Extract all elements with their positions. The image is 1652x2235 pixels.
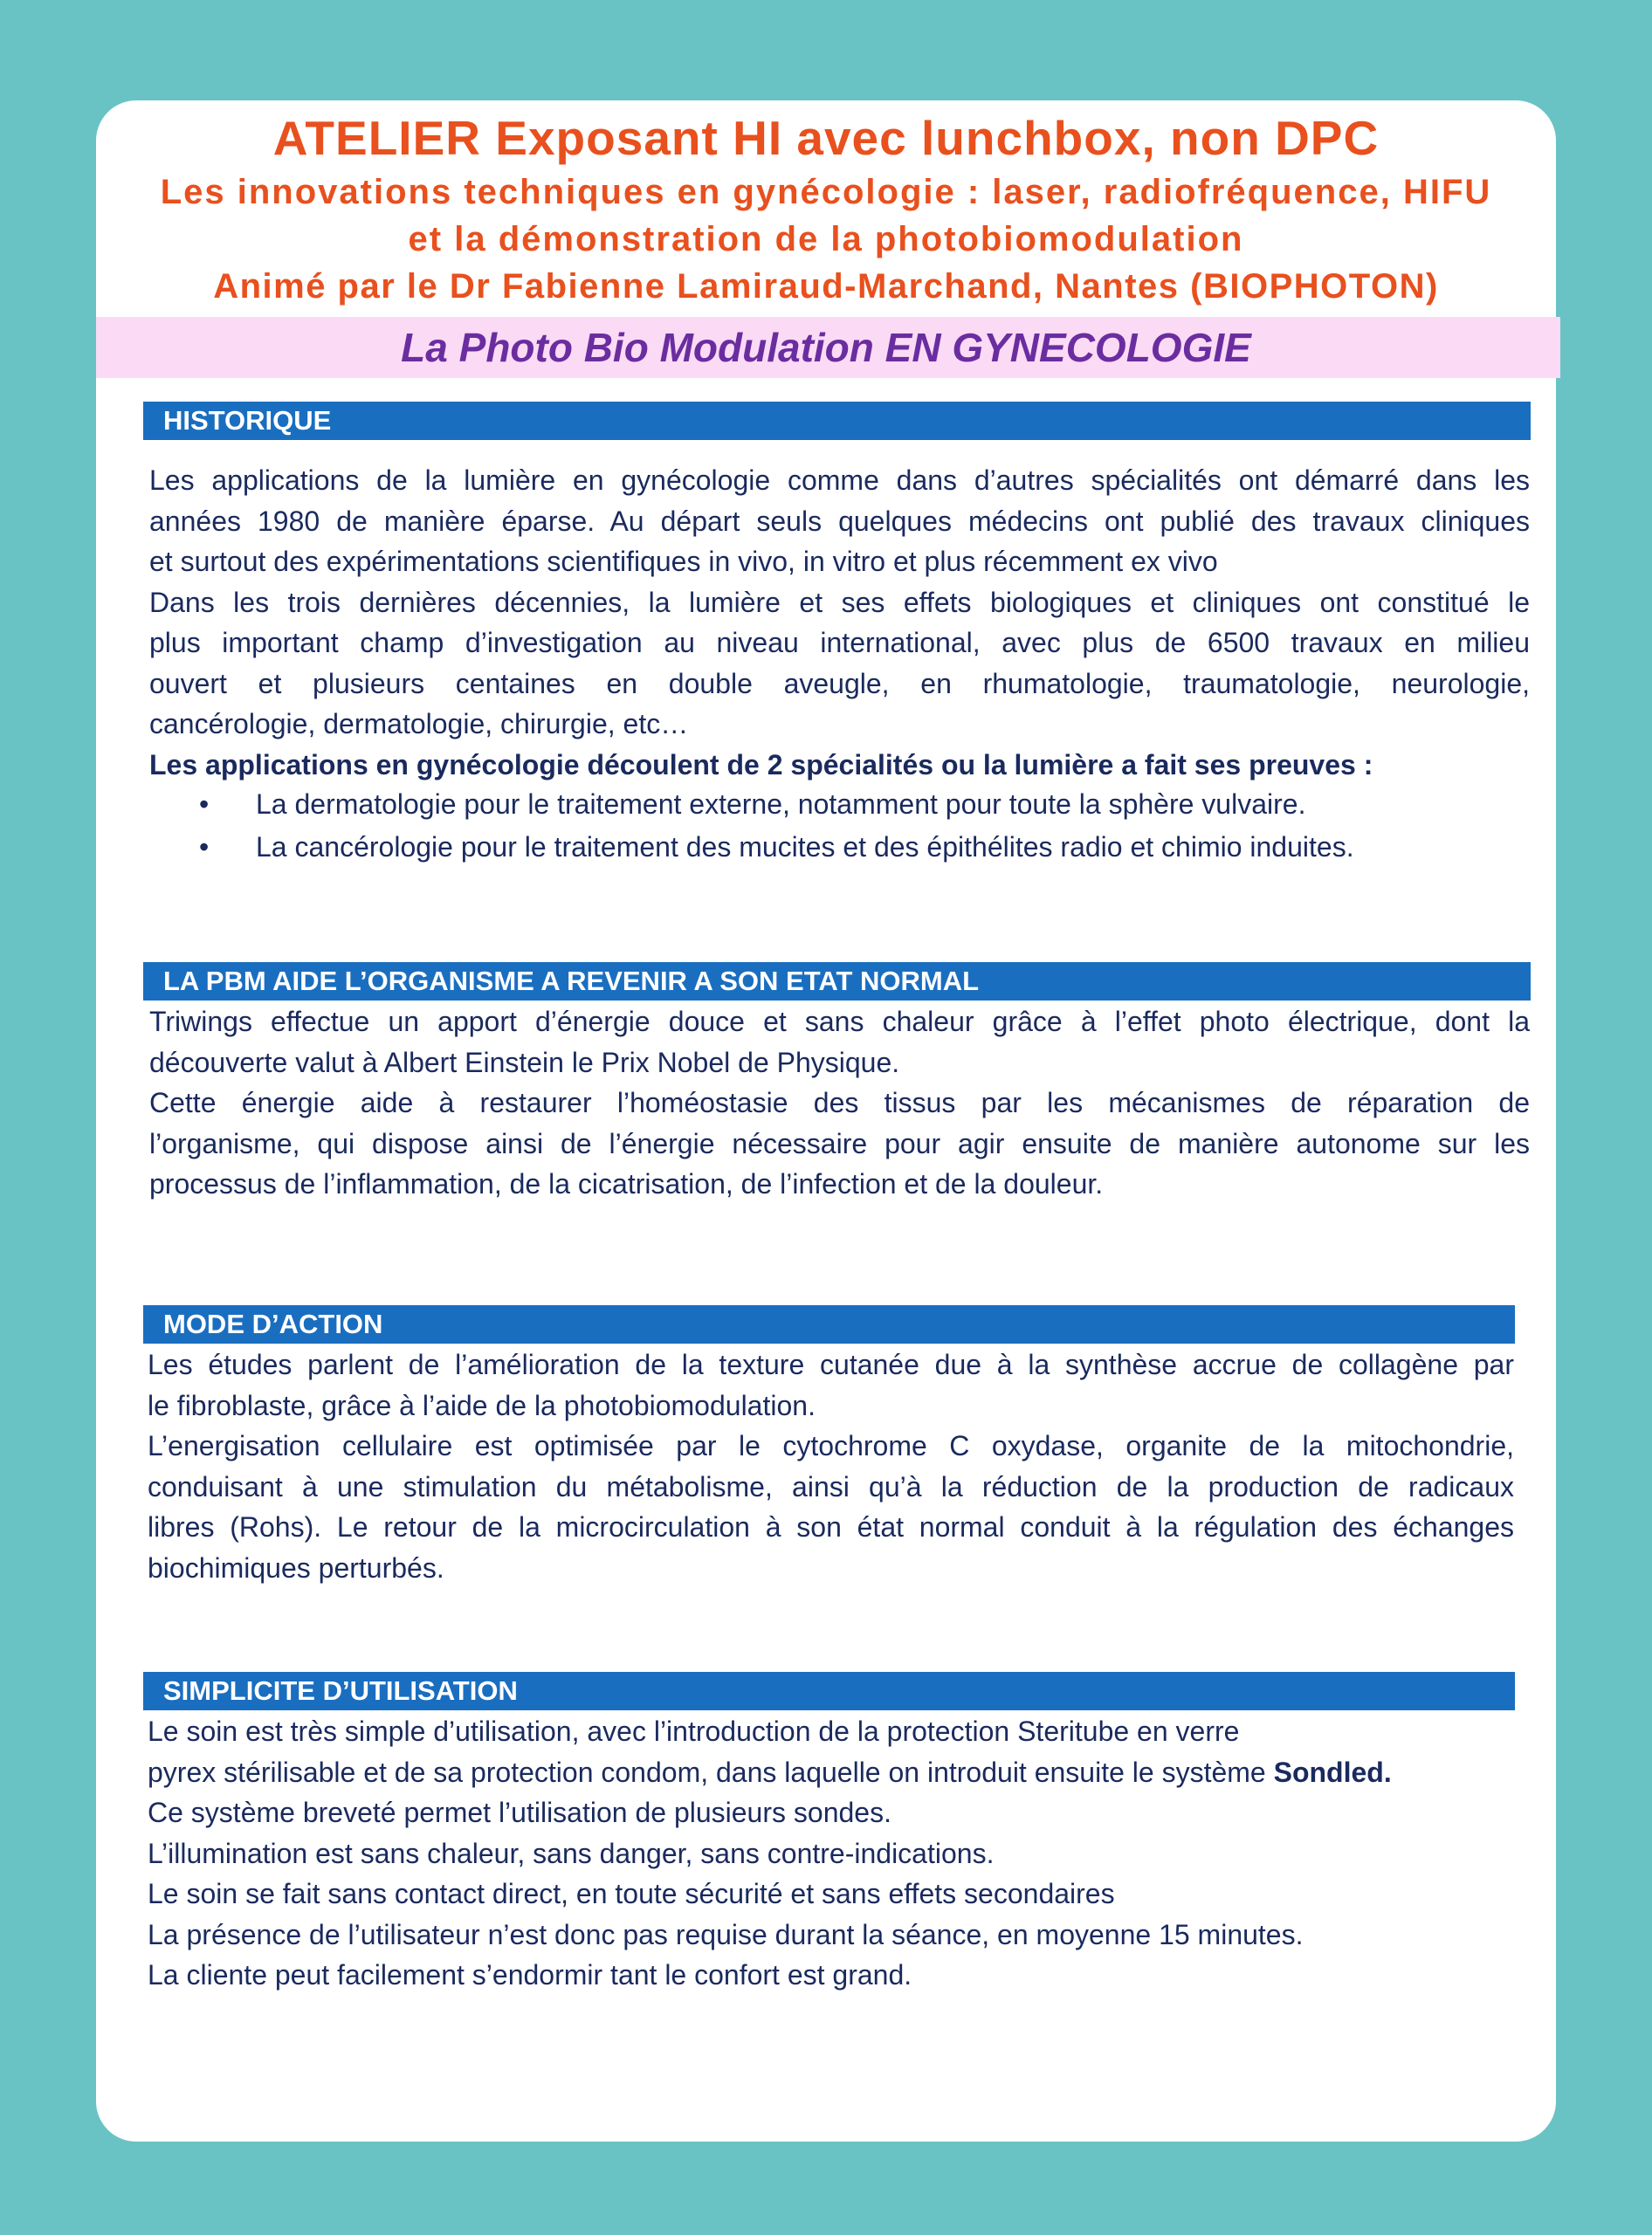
workshop-subtitle-line-1: Les innovations techniques en gynécologie : laser, radiofréquence, HIFU [160, 173, 1492, 211]
text-line: Le soin se fait sans contact direct, en toute sécurité et sans effets secondaires [148, 1878, 1115, 1909]
text-line: L’energisation cellulaire est optimisée par le cytochrome C oxydase, organite de la mitochondrie, [148, 1430, 1514, 1461]
banner-title: La Photo Bio Modulation EN GYNECOLOGIE [401, 325, 1251, 370]
bullet-icon: • [199, 788, 210, 820]
text-line: Triwings effectue un apport d’énergie douce et sans chaleur grâce à l’effet photo électrique, dont la [149, 1006, 1530, 1037]
section-title: LA PBM AIDE L’ORGANISME A REVENIR A SON ETAT NORMAL [163, 966, 980, 996]
text-line: biochimiques perturbés. [148, 1551, 444, 1584]
bold-statement: Les applications en gynécologie découlent de 2 spécialités ou la lumière a fait ses preuves : [149, 748, 1373, 781]
text-line: libres (Rohs). Le retour de la microcirculation à son état normal conduit à la régulation des échanges [148, 1511, 1514, 1543]
list-item [199, 826, 1354, 869]
section-header-simplicite [143, 1672, 1515, 1710]
specialty-bullet-list [199, 783, 1354, 869]
section-title: SIMPLICITE D’UTILISATION [163, 1675, 518, 1706]
text-line: Dans les trois dernières décennies, la lumière et ses effets biologiques et cliniques ont constitué le [149, 586, 1530, 618]
product-name: Sondled. [1273, 1756, 1392, 1788]
text-line: processus de l’inflammation, de la cicatrisation, de l’infection et de la douleur. [149, 1168, 1104, 1200]
text-line: Ce système breveté permet l’utilisation de plusieurs sondes. [148, 1797, 891, 1828]
text-line: Les études parlent de l’amélioration de la texture cutanée due à la synthèse accrue de collagène par [148, 1349, 1514, 1380]
workshop-presenter: Animé par le Dr Fabienne Lamiraud-Marchand, Nantes (BIOPHOTON) [213, 267, 1439, 306]
text-line: années 1980 de manière éparse. Au départ seuls quelques médecins ont publié des travaux cliniques [149, 505, 1530, 537]
text-line: La cliente peut facilement s’endormir tant le confort est grand. [148, 1959, 912, 1991]
text-line: La présence de l’utilisateur n’est donc pas requise durant la séance, en moyenne 15 minutes. [148, 1918, 1304, 1950]
text-line: et surtout des expérimentations scientifiques in vivo, in vitro et plus récemment ex vivo [149, 546, 1218, 577]
text-line: L’illumination est sans chaleur, sans danger, sans contre-indications. [148, 1837, 995, 1869]
list-item [199, 783, 1354, 826]
pbm-paragraph [149, 1001, 1530, 1205]
text-line: conduisant à une stimulation du métabolisme, ainsi qu’à la réduction de la production de radicaux [148, 1470, 1514, 1503]
text-line: le fibroblaste, grâce à l’aide de la photobiomodulation. [148, 1389, 816, 1421]
section-header-pbm [143, 962, 1531, 1001]
mode-action-paragraph [148, 1344, 1514, 1588]
bullet-icon: • [199, 831, 210, 863]
document-card [96, 100, 1556, 2142]
text-line: ouvert et plusieurs centaines en double aveugle, en rhumatologie, traumatologie, neurologie, [149, 667, 1530, 699]
text-line: Cette énergie aide à restaurer l’homéostasie des tissus par les mécanismes de réparation de [149, 1087, 1530, 1118]
text-line-with-product [148, 1752, 1518, 1793]
historique-paragraph [149, 460, 1530, 785]
text-line: cancérologie, dermatologie, chirurgie, etc… [149, 708, 689, 739]
section-header-mode-action [143, 1305, 1515, 1344]
section-header-historique [143, 402, 1531, 440]
text-line: découverte valut à Albert Einstein le Prix Nobel de Physique. [149, 1046, 900, 1078]
workshop-subtitle-line-2: et la démonstration de la photobiomodulation [408, 220, 1244, 258]
section-title: HISTORIQUE [163, 405, 332, 436]
workshop-title: ATELIER Exposant HI avec lunchbox, non DPC [272, 111, 1380, 165]
text-line: plus important champ d’investigation au niveau international, avec plus de 6500 travaux en milieu [149, 627, 1530, 658]
text-line-start: pyrex stérilisable et de sa protection condom, dans laquelle on introduit ensuite le système [148, 1756, 1274, 1788]
text-line: Les applications de la lumière en gynécologie comme dans d’autres spécialités ont démarré dans les [149, 464, 1530, 496]
text-line: Le soin est très simple d’utilisation, avec l’introduction de la protection Steritube en verre [148, 1716, 1240, 1747]
list-item-text: La cancérologie pour le traitement des mucites et des épithélites radio et chimio induites. [256, 831, 1354, 863]
list-item-text: La dermatologie pour le traitement externe, notamment pour toute la sphère vulvaire. [256, 788, 1306, 820]
simplicite-paragraph [148, 1711, 1518, 1996]
text-line: l’organisme, qui dispose ainsi de l’énergie nécessaire pour agir ensuite de manière autonome sur les [149, 1127, 1530, 1159]
section-title: MODE D’ACTION [163, 1309, 383, 1339]
